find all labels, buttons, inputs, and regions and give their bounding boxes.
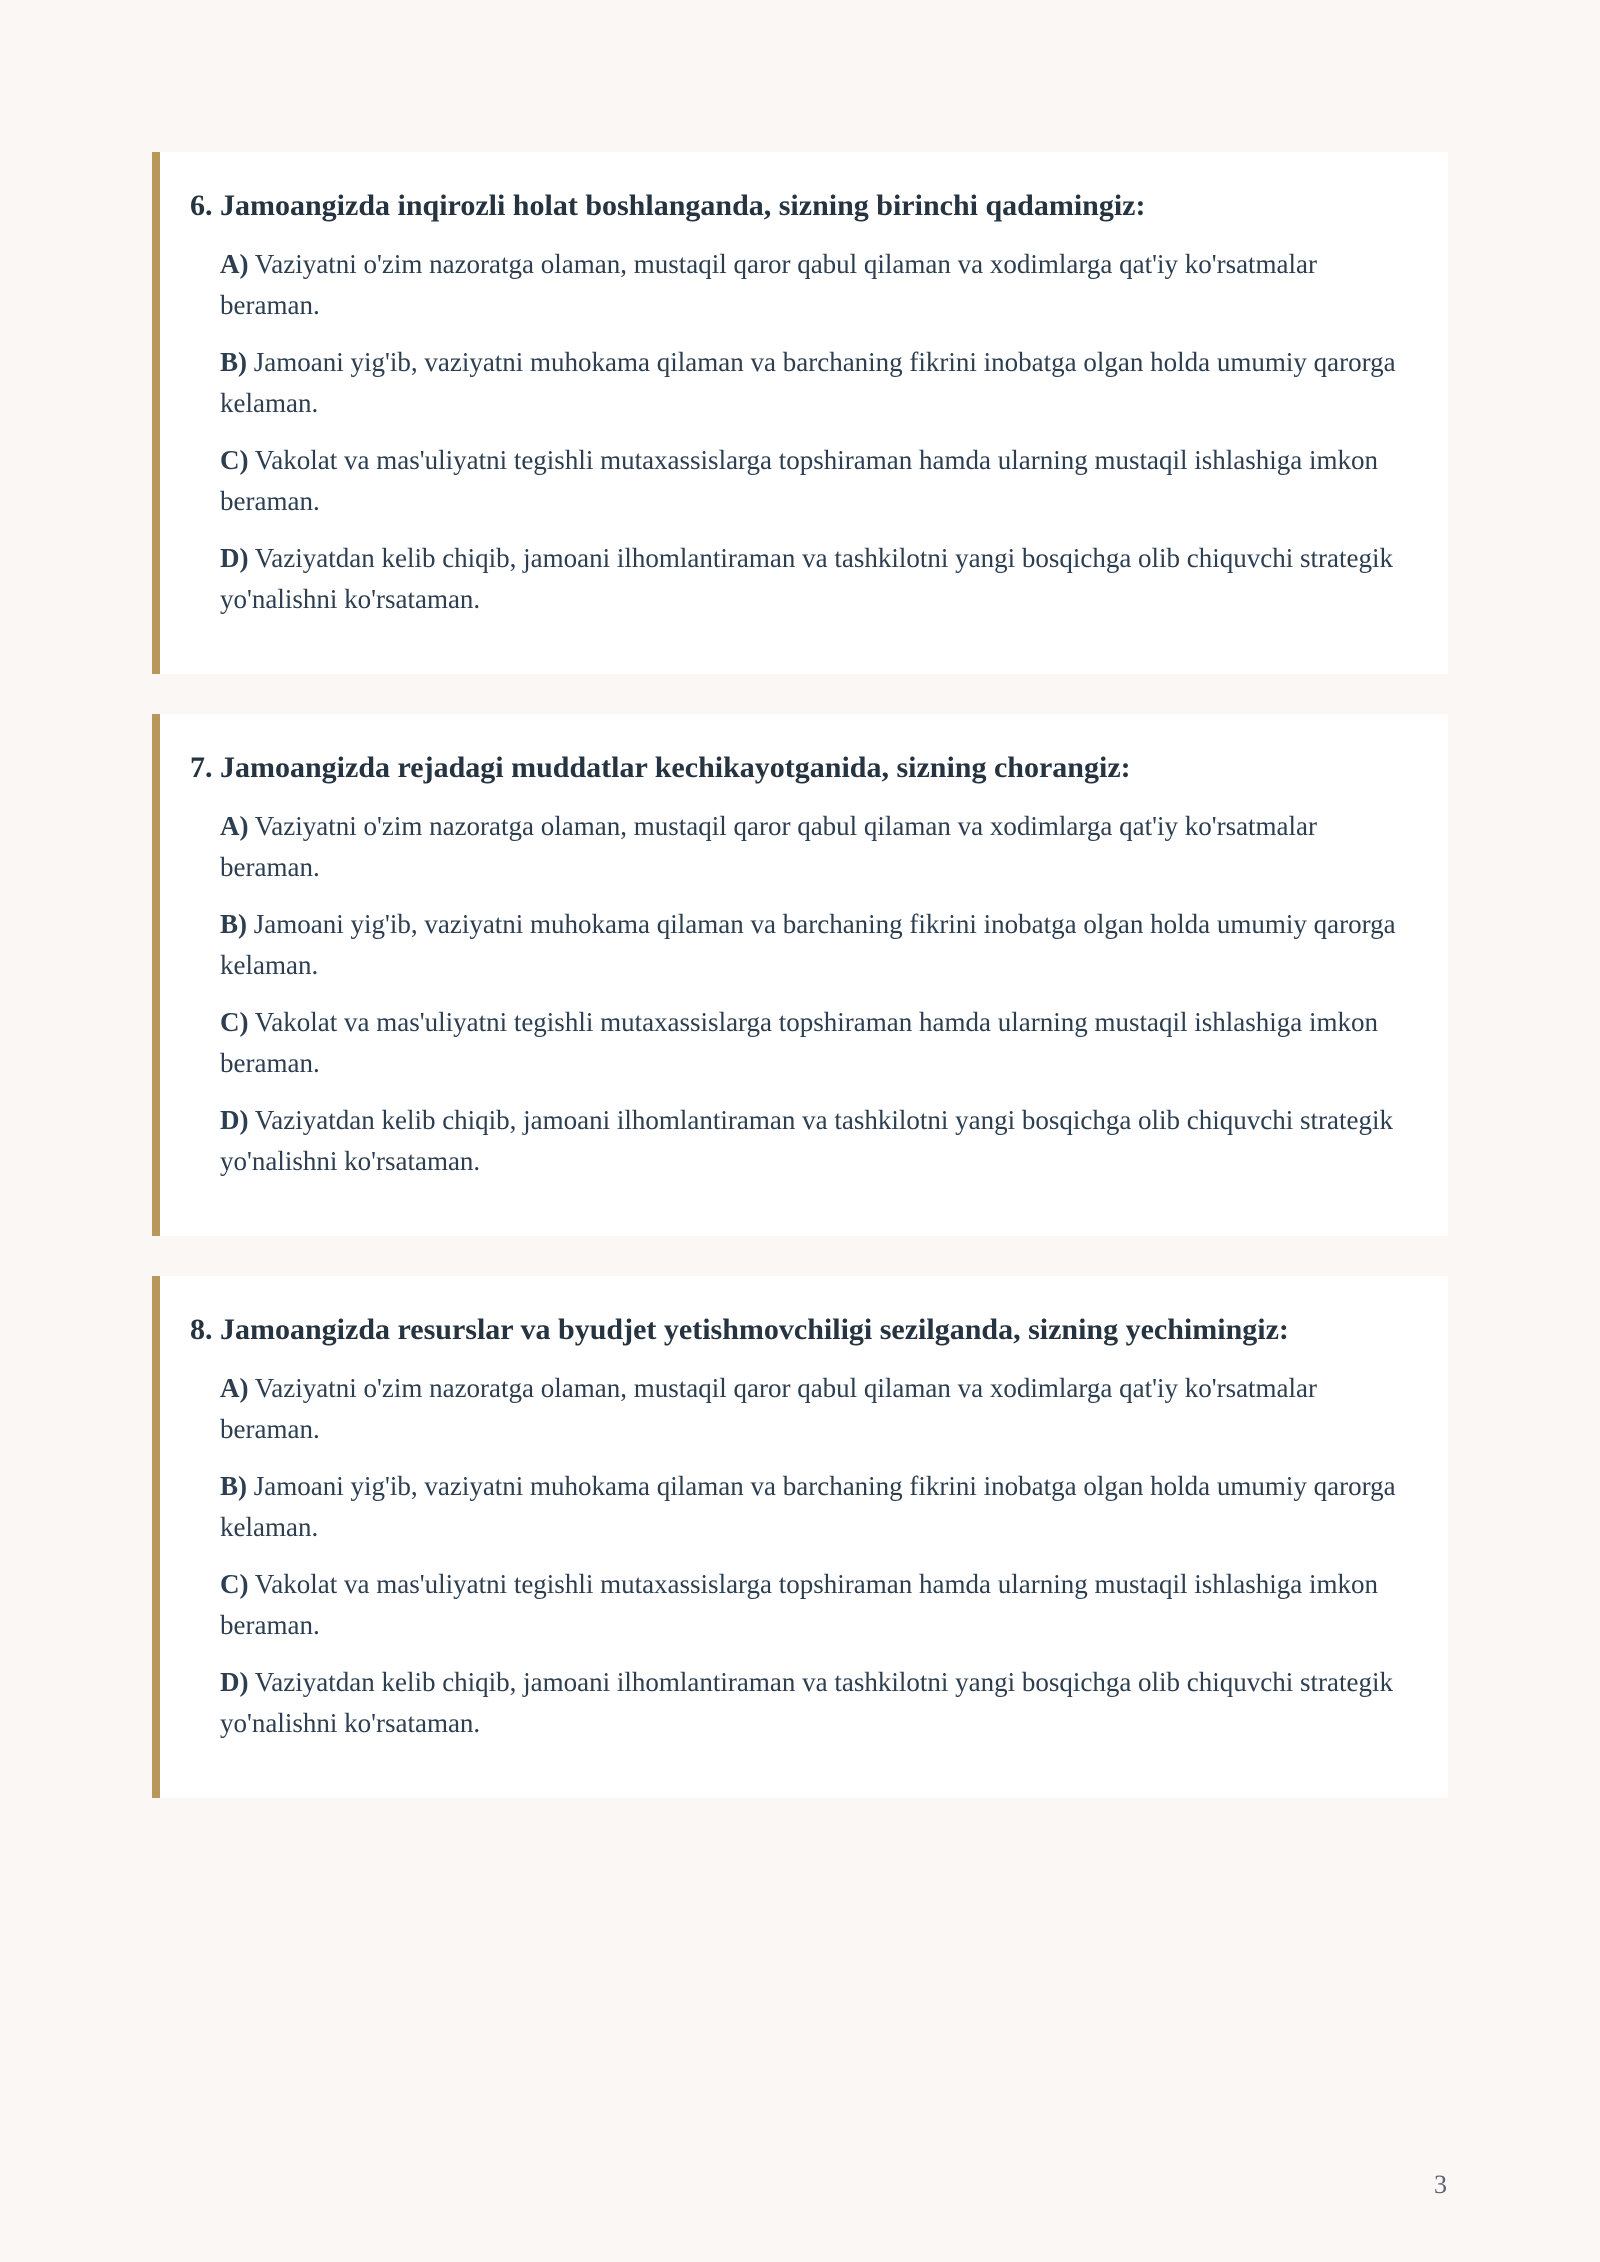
question-card-8 [152, 1276, 1448, 1798]
option-letter: B) [220, 1471, 247, 1501]
option-text: Vakolat va mas'uliyatni tegishli mutaxassislarga topshiraman hamda ularning mustaqil ishlashiga imkon beraman. [220, 1569, 1378, 1640]
questionnaire-page [152, 152, 1448, 1838]
option-b [220, 1466, 1418, 1548]
option-b [220, 342, 1418, 424]
option-letter: B) [220, 347, 247, 377]
question-card-7 [152, 714, 1448, 1236]
option-text: Vakolat va mas'uliyatni tegishli mutaxassislarga topshiraman hamda ularning mustaqil ishlashiga imkon beraman. [220, 1007, 1378, 1078]
option-c [220, 1002, 1418, 1084]
question-title: 8. Jamoangizda resurslar va byudjet yetishmovchiligi sezilganda, sizning yechimingiz: [190, 1313, 1289, 1346]
option-letter: A) [220, 1373, 249, 1403]
option-c [220, 440, 1418, 522]
option-b [220, 904, 1418, 986]
option-c [220, 1564, 1418, 1646]
option-text: Vakolat va mas'uliyatni tegishli mutaxassislarga topshiraman hamda ularning mustaqil ishlashiga imkon beraman. [220, 445, 1378, 516]
option-text: Jamoani yig'ib, vaziyatni muhokama qilaman va barchaning fikrini inobatga olgan holda umumiy qarorga kelaman. [220, 909, 1396, 980]
option-text: Vaziyatdan kelib chiqib, jamoani ilhomlantiraman va tashkilotni yangi bosqichga olib chiquvchi strategik yo'nalishni ko'rsataman. [220, 543, 1393, 614]
option-a [220, 806, 1418, 888]
option-d [220, 1100, 1418, 1182]
option-a [220, 244, 1418, 326]
option-letter: D) [220, 1105, 249, 1135]
option-letter: D) [220, 1667, 249, 1697]
option-letter: C) [220, 1007, 249, 1037]
option-letter: A) [220, 249, 249, 279]
option-d [220, 538, 1418, 620]
option-letter: C) [220, 445, 249, 475]
option-text: Vaziyatdan kelib chiqib, jamoani ilhomlantiraman va tashkilotni yangi bosqichga olib chiquvchi strategik yo'nalishni ko'rsataman. [220, 1105, 1393, 1176]
option-letter: B) [220, 909, 247, 939]
question-card-6 [152, 152, 1448, 674]
option-text: Vaziyatni o'zim nazoratga olaman, mustaqil qaror qabul qilaman va xodimlarga qat'iy ko'rsatmalar beraman. [220, 1373, 1318, 1444]
option-letter: C) [220, 1569, 249, 1599]
page-number: 3 [1434, 2170, 1447, 2199]
option-text: Vaziyatni o'zim nazoratga olaman, mustaqil qaror qabul qilaman va xodimlarga qat'iy ko'rsatmalar beraman. [220, 249, 1318, 320]
option-letter: A) [220, 811, 249, 841]
option-letter: D) [220, 543, 249, 573]
option-text: Vaziyatni o'zim nazoratga olaman, mustaqil qaror qabul qilaman va xodimlarga qat'iy ko'rsatmalar beraman. [220, 811, 1318, 882]
option-text: Vaziyatdan kelib chiqib, jamoani ilhomlantiraman va tashkilotni yangi bosqichga olib chiquvchi strategik yo'nalishni ko'rsataman. [220, 1667, 1393, 1738]
option-text: Jamoani yig'ib, vaziyatni muhokama qilaman va barchaning fikrini inobatga olgan holda umumiy qarorga kelaman. [220, 347, 1396, 418]
option-a [220, 1368, 1418, 1450]
option-text: Jamoani yig'ib, vaziyatni muhokama qilaman va barchaning fikrini inobatga olgan holda umumiy qarorga kelaman. [220, 1471, 1396, 1542]
option-d [220, 1662, 1418, 1744]
question-title: 6. Jamoangizda inqirozli holat boshlanganda, sizning birinchi qadamingiz: [190, 189, 1146, 222]
question-title: 7. Jamoangizda rejadagi muddatlar kechikayotganida, sizning chorangiz: [190, 751, 1131, 784]
